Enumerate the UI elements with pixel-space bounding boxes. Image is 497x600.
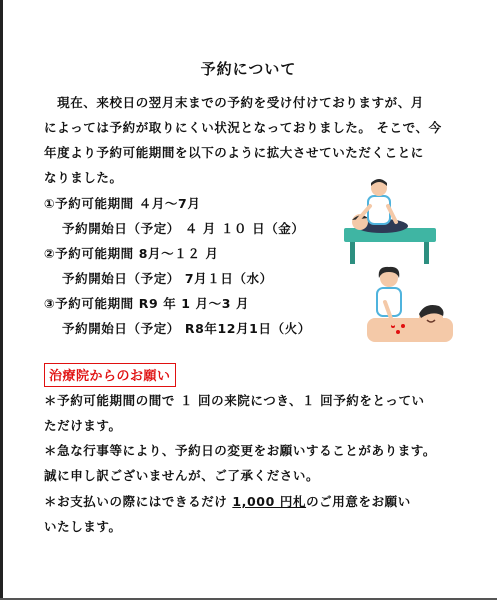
period-3-start: 予約開始日（予定） R8年12月1日（火） [62, 321, 311, 336]
back-treatment-illustration [363, 266, 455, 346]
page-title: 予約について [200, 60, 297, 78]
notice-line-2b: 誠に申し訳ございませんが、ご了承ください。 [44, 468, 320, 483]
notice-line-3-suffix: のご用意をお願い [306, 494, 411, 509]
intro-line-4: なりました。 [44, 170, 123, 185]
notice-line-1b: ただけます。 [44, 418, 122, 433]
notice-heading: 治療院からのお願い [44, 363, 176, 387]
intro-line-2: によっては予約が取りにくい状況となっておりました。 そこで、今 [44, 120, 442, 135]
notice-line-3b: いたします。 [44, 519, 122, 534]
notice-line-2a: ＊急な行事等により、予約日の変更をお願いすることがあります。 [44, 443, 437, 458]
intro-line-3: 年度より予約可能期間を以下のように拡大させていただくことに [44, 145, 424, 160]
period-1: ①予約可能期間 ４月～7月 [44, 196, 201, 211]
notice-line-3-prefix: ＊お支払いの際にはできるだけ [44, 494, 233, 509]
period-2: ②予約可能期間 8月～１２ 月 [44, 246, 219, 261]
period-3: ③予約可能期間 R9 年 1 月～3 月 [44, 296, 250, 311]
period-2-start: 予約開始日（予定） 7月１日（水） [62, 271, 273, 286]
page-left-border [0, 0, 3, 600]
notice-line-3a [44, 492, 411, 510]
massage-therapist-illustration [342, 178, 442, 266]
intro-line-1: 現在、来校日の翌月末までの予約を受け付けておりますが、月 [44, 95, 424, 110]
payment-amount: 1,000 円札 [232, 494, 307, 509]
period-1-start: 予約開始日（予定） ４ 月 １０ 日（金） [62, 221, 305, 236]
notice-line-1a: ＊予約可能期間の間で １ 回の来院につき、１ 回予約をとってい [44, 393, 425, 408]
